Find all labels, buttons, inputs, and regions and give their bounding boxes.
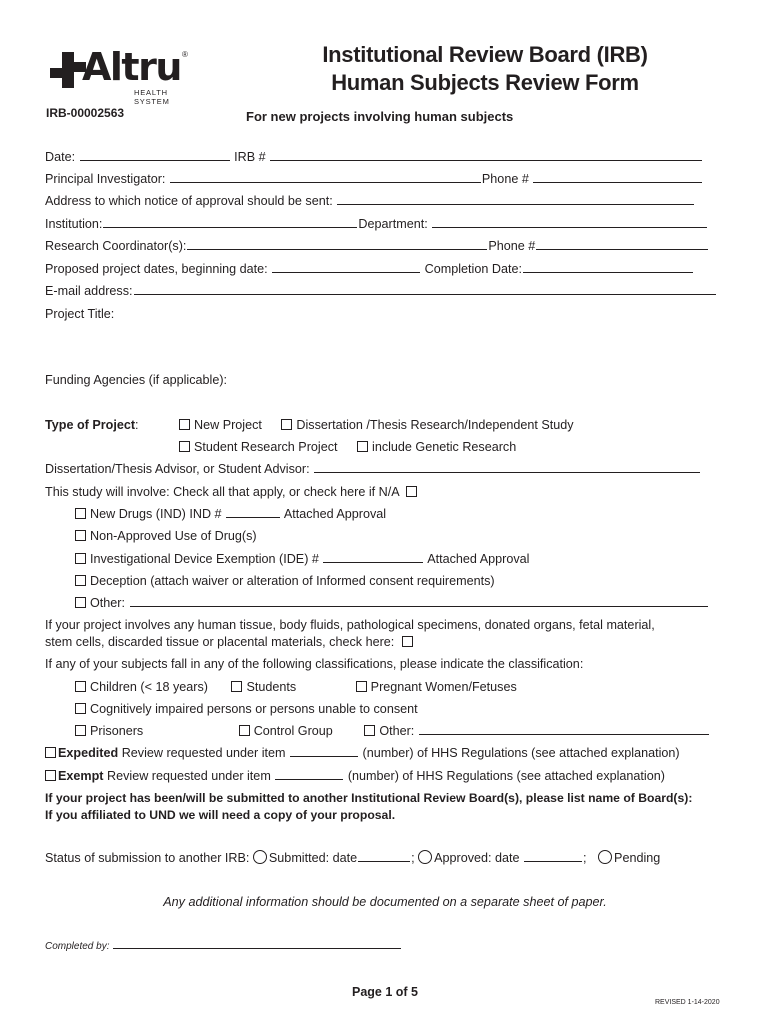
institution-row <box>45 216 708 232</box>
exempt-text: Review requested under item <box>107 769 271 783</box>
classification-other-checkbox[interactable] <box>364 725 375 736</box>
expedited-checkbox[interactable] <box>45 747 56 758</box>
tissue-line2-row <box>45 634 417 650</box>
institution-label: Institution: <box>45 217 103 231</box>
involve-heading: This study will involve: Check all that apply, or check here if N/A <box>45 485 399 499</box>
begin-date-label: Proposed project dates, beginning date: <box>45 262 268 276</box>
address-field[interactable] <box>337 193 694 205</box>
project-type-row1 <box>179 417 574 433</box>
prisoners-checkbox[interactable] <box>75 725 86 736</box>
date-label: Date: <box>45 150 76 164</box>
control-group-label: Control Group <box>253 724 333 738</box>
approved-radio[interactable] <box>418 850 432 864</box>
expedited-text-end: (number) of HHS Regulations (see attached explanation) <box>362 746 680 760</box>
begin-date-field[interactable] <box>272 261 420 273</box>
expedited-text: Review requested under item <box>121 746 286 760</box>
completed-by-field[interactable] <box>113 939 401 949</box>
project-title-label: Project Title: <box>45 307 115 321</box>
funding-label: Funding Agencies (if applicable): <box>45 373 228 387</box>
irb-number-field[interactable] <box>270 149 702 161</box>
project-type-row2 <box>179 439 516 455</box>
exempt-item-field[interactable] <box>275 768 343 780</box>
children-label: Children (< 18 years) <box>90 680 208 694</box>
new-project-checkbox[interactable] <box>179 419 190 430</box>
involve-other-field[interactable] <box>130 595 708 607</box>
irb-number-label: IRB # <box>234 150 266 164</box>
additional-info-note: Any additional information should be documented on a separate sheet of paper. <box>163 895 607 909</box>
na-checkbox[interactable] <box>406 486 417 497</box>
email-label: E-mail address: <box>45 284 133 298</box>
pi-label: Principal Investigator: <box>45 172 166 186</box>
status-row <box>45 850 660 866</box>
student-project-checkbox[interactable] <box>179 441 190 452</box>
tissue-line2: stem cells, discarded tissue or placental materials, check here: <box>45 635 395 649</box>
completion-date-label: Completion Date: <box>424 262 522 276</box>
project-type-colon: : <box>135 418 139 432</box>
institution-field[interactable] <box>103 216 357 228</box>
deception-row <box>75 573 495 589</box>
coordinator-phone-label: Phone # <box>488 239 536 253</box>
altru-logo <box>48 45 188 106</box>
non-approved-row <box>75 528 257 544</box>
prisoners-label: Prisoners <box>90 724 144 738</box>
expedited-item-field[interactable] <box>290 745 358 757</box>
project-type-label <box>45 417 139 433</box>
pregnant-checkbox[interactable] <box>356 681 367 692</box>
status-label: Status of submission to another IRB: <box>45 851 250 865</box>
control-group-checkbox[interactable] <box>239 725 250 736</box>
pregnant-label: Pregnant Women/Fetuses <box>370 680 517 694</box>
advisor-field[interactable] <box>314 461 700 473</box>
student-project-label: Student Research Project <box>194 440 338 454</box>
status-separator-1: ; <box>411 851 415 865</box>
advisor-label: Dissertation/Thesis Advisor, or Student Advisor: <box>45 462 310 476</box>
classification-row2 <box>75 701 418 717</box>
project-type-heading: Type of Project <box>45 418 136 432</box>
coordinator-label: Research Coordinator(s): <box>45 239 187 253</box>
coordinator-field[interactable] <box>187 238 487 250</box>
logo-registered: ® <box>182 50 188 59</box>
classification-row3 <box>75 723 710 739</box>
genetic-research-label: include Genetic Research <box>372 440 517 454</box>
deception-checkbox[interactable] <box>75 575 86 586</box>
completed-by-row <box>45 939 402 955</box>
classification-heading: If any of your subjects fall in any of the following classifications, please indicate the classification: <box>45 657 584 671</box>
department-label: Department: <box>358 217 428 231</box>
involve-other-row <box>75 595 709 611</box>
classification-other-label: Other: <box>379 724 415 738</box>
involve-heading-row <box>45 484 421 500</box>
submitted-date-field[interactable] <box>358 850 410 862</box>
approved-date-field[interactable] <box>524 850 582 862</box>
completed-by-label: Completed by: <box>45 941 110 952</box>
genetic-research-checkbox[interactable] <box>357 441 368 452</box>
email-field[interactable] <box>134 283 716 295</box>
page-number: Page 1 of 5 <box>352 985 418 999</box>
email-row <box>45 283 717 299</box>
pending-radio[interactable] <box>598 850 612 864</box>
pending-label: Pending <box>614 851 661 865</box>
address-label: Address to which notice of approval should be sent: <box>45 194 333 208</box>
coordinator-row <box>45 238 709 254</box>
classification-row1 <box>75 679 517 695</box>
other-irb-line1: If your project has been/will be submitted to another Institutional Review Board(s), please list name of Board(s): <box>45 791 693 805</box>
pi-row <box>45 171 703 187</box>
new-drugs-checkbox[interactable] <box>75 508 86 519</box>
new-drugs-label: New Drugs (IND) IND # <box>90 507 222 521</box>
form-id: IRB-00002563 <box>46 106 125 120</box>
classification-other-field[interactable] <box>419 723 709 735</box>
ide-checkbox[interactable] <box>75 553 86 564</box>
logo-word: Altru <box>82 45 181 89</box>
tissue-checkbox[interactable] <box>402 636 413 647</box>
cognitive-label: Cognitively impaired persons or persons unable to consent <box>90 702 418 716</box>
logo-subtitle: HEALTH SYSTEM <box>134 88 170 106</box>
submitted-radio[interactable] <box>253 850 267 864</box>
expedited-row <box>45 745 680 761</box>
dissertation-checkbox[interactable] <box>281 419 292 430</box>
approved-label: Approved: date <box>434 851 520 865</box>
new-drugs-approval-label: Attached Approval <box>283 507 387 521</box>
completion-date-field[interactable] <box>523 261 693 273</box>
deception-label: Deception (attach waiver or alteration of Informed consent requirements) <box>90 574 495 588</box>
expedited-label: Expedited <box>58 746 119 760</box>
new-project-label: New Project <box>194 418 262 432</box>
exempt-text-end: (number) of HHS Regulations (see attached explanation) <box>347 769 665 783</box>
form-subtitle: For new projects involving human subjects <box>246 109 514 124</box>
status-separator-2: ; <box>583 851 587 865</box>
phone-label: Phone # <box>481 172 529 186</box>
date-row <box>45 149 703 165</box>
cognitive-checkbox[interactable] <box>75 703 86 714</box>
involve-other-label: Other: <box>90 596 125 610</box>
children-checkbox[interactable] <box>75 681 86 692</box>
tissue-line1: If your project involves any human tissue, body fluids, pathological specimens, donated organs, fetal material, <box>45 618 655 632</box>
students-label: Students <box>246 680 297 694</box>
exempt-row <box>45 768 665 784</box>
advisor-row <box>45 461 701 477</box>
new-drugs-row <box>75 506 386 522</box>
dissertation-label: Dissertation /Thesis Research/Independent Study <box>296 418 574 432</box>
phone-field[interactable] <box>533 171 702 183</box>
ide-number-field[interactable] <box>323 551 423 563</box>
exempt-checkbox[interactable] <box>45 770 56 781</box>
ide-row <box>75 551 529 567</box>
page-title-line1: Institutional Review Board (IRB) <box>322 42 648 67</box>
revised-date: REVISED 1-14-2020 <box>655 999 720 1006</box>
dates-row <box>45 261 694 277</box>
pi-field[interactable] <box>170 171 481 183</box>
non-approved-checkbox[interactable] <box>75 530 86 541</box>
page-title-line2: Human Subjects Review Form <box>331 70 639 95</box>
students-checkbox[interactable] <box>231 681 242 692</box>
address-row <box>45 193 695 209</box>
involve-other-checkbox[interactable] <box>75 597 86 608</box>
other-irb-line2: If you affiliated to UND we will need a copy of your proposal. <box>45 808 396 822</box>
ind-number-field[interactable] <box>226 506 280 518</box>
non-approved-label: Non-Approved Use of Drug(s) <box>90 529 257 543</box>
department-field[interactable] <box>432 216 707 228</box>
ide-label: Investigational Device Exemption (IDE) # <box>90 552 319 566</box>
submitted-label: Submitted: date <box>268 851 358 865</box>
ide-approval-label: Attached Approval <box>427 552 530 566</box>
exempt-label: Exempt <box>58 769 104 783</box>
coordinator-phone-field[interactable] <box>536 238 708 250</box>
date-field[interactable] <box>80 149 230 161</box>
